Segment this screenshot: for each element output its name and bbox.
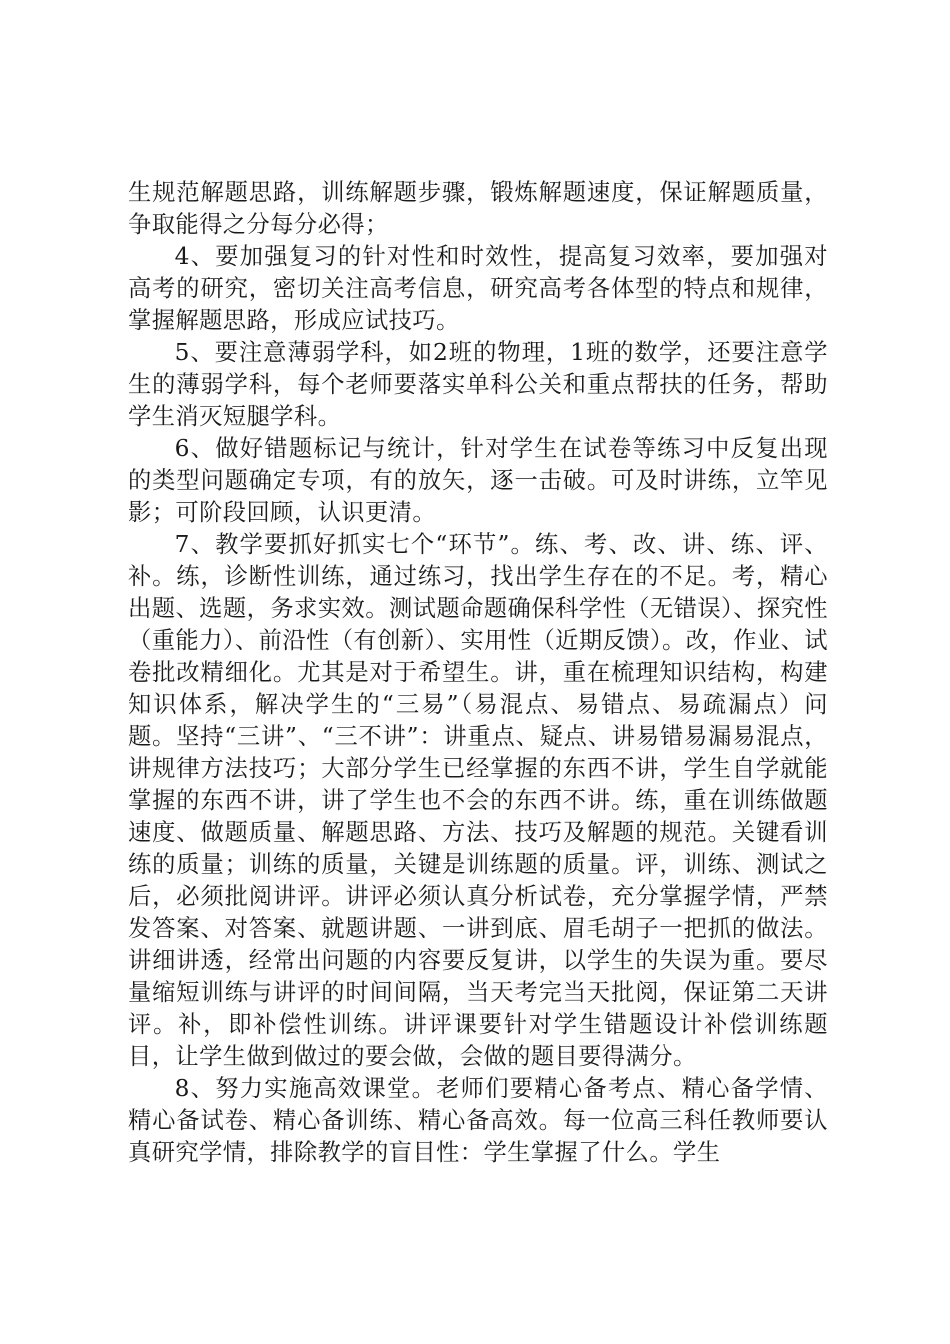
document-body (128, 177, 828, 1169)
paragraph-continuation: 生规范解题思路，训练解题步骤，锻炼解题速度，保证解题质量，争取能得之分每分必得； (128, 179, 828, 238)
paragraph-item-5: 5、要注意薄弱学科，如2班的物理，1班的数学，还要注意学生的薄弱学科，每个老师要落实单科公关和重点帮扶的任务，帮助学生消灭短腿学科。 (128, 339, 828, 430)
paragraph-item-4: 4、要加强复习的针对性和时效性，提高复习效率，要加强对高考的研究，密切关注高考信息，研究高考各体型的特点和规律，掌握解题思路，形成应试技巧。 (128, 243, 828, 334)
paragraph-item-8: 8、努力实施高效课堂。老师们要精心备考点、精心备学情、精心备试卷、精心备训练、精心备高效。每一位高三科任教师要认真研究学情，排除教学的盲目性：学生掌握了什么。学生 (128, 1075, 828, 1166)
paragraph-item-7: 7、教学要抓好抓实七个“环节”。练、考、改、讲、练、评、补。练，诊断性训练，通过练习，找出学生存在的不足。考，精心出题、选题，务求实效。测试题命题确保科学性（无错误）、探究性（重能力）、前沿性（有创新）、实用性（近期反馈）。改，作业、试卷批改精细化。尤其是对于希望生。讲，重在梳理知识结构，构建知识体系，解决学生的“三易”（易混点、易错点、易疏漏点）问题。坚持“三讲”、“三不讲”：讲重点、疑点、讲易错易漏易混点，讲规律方法技巧；大部分学生已经掌握的东西不讲，学生自学就能掌握的东西不讲，讲了学生也不会的东西不讲。练，重在训练做题速度、做题质量、解题思路、方法、技巧及解题的规范。关键看训练的质量；训练的质量，关键是训练题的质量。评，训练、测试之后，必须批阅讲评。讲评必须认真分析试卷，充分掌握学情，严禁发答案、对答案、就题讲题、一讲到底、眉毛胡子一把抓的做法。讲细讲透，经常出问题的内容要反复讲，以学生的失误为重。要尽量缩短训练与讲评的时间间隔，当天考完当天批阅，保证第二天讲评。补，即补偿性训练。讲评课要针对学生错题设计补偿训练题目，让学生做到做过的要会做，会做的题目要得满分。 (128, 531, 828, 1070)
paragraph-item-6: 6、做好错题标记与统计，针对学生在试卷等练习中反复出现的类型问题确定专项，有的放矢，逐一击破。可及时讲练，立竿见影；可阶段回顾，认识更清。 (128, 435, 828, 526)
